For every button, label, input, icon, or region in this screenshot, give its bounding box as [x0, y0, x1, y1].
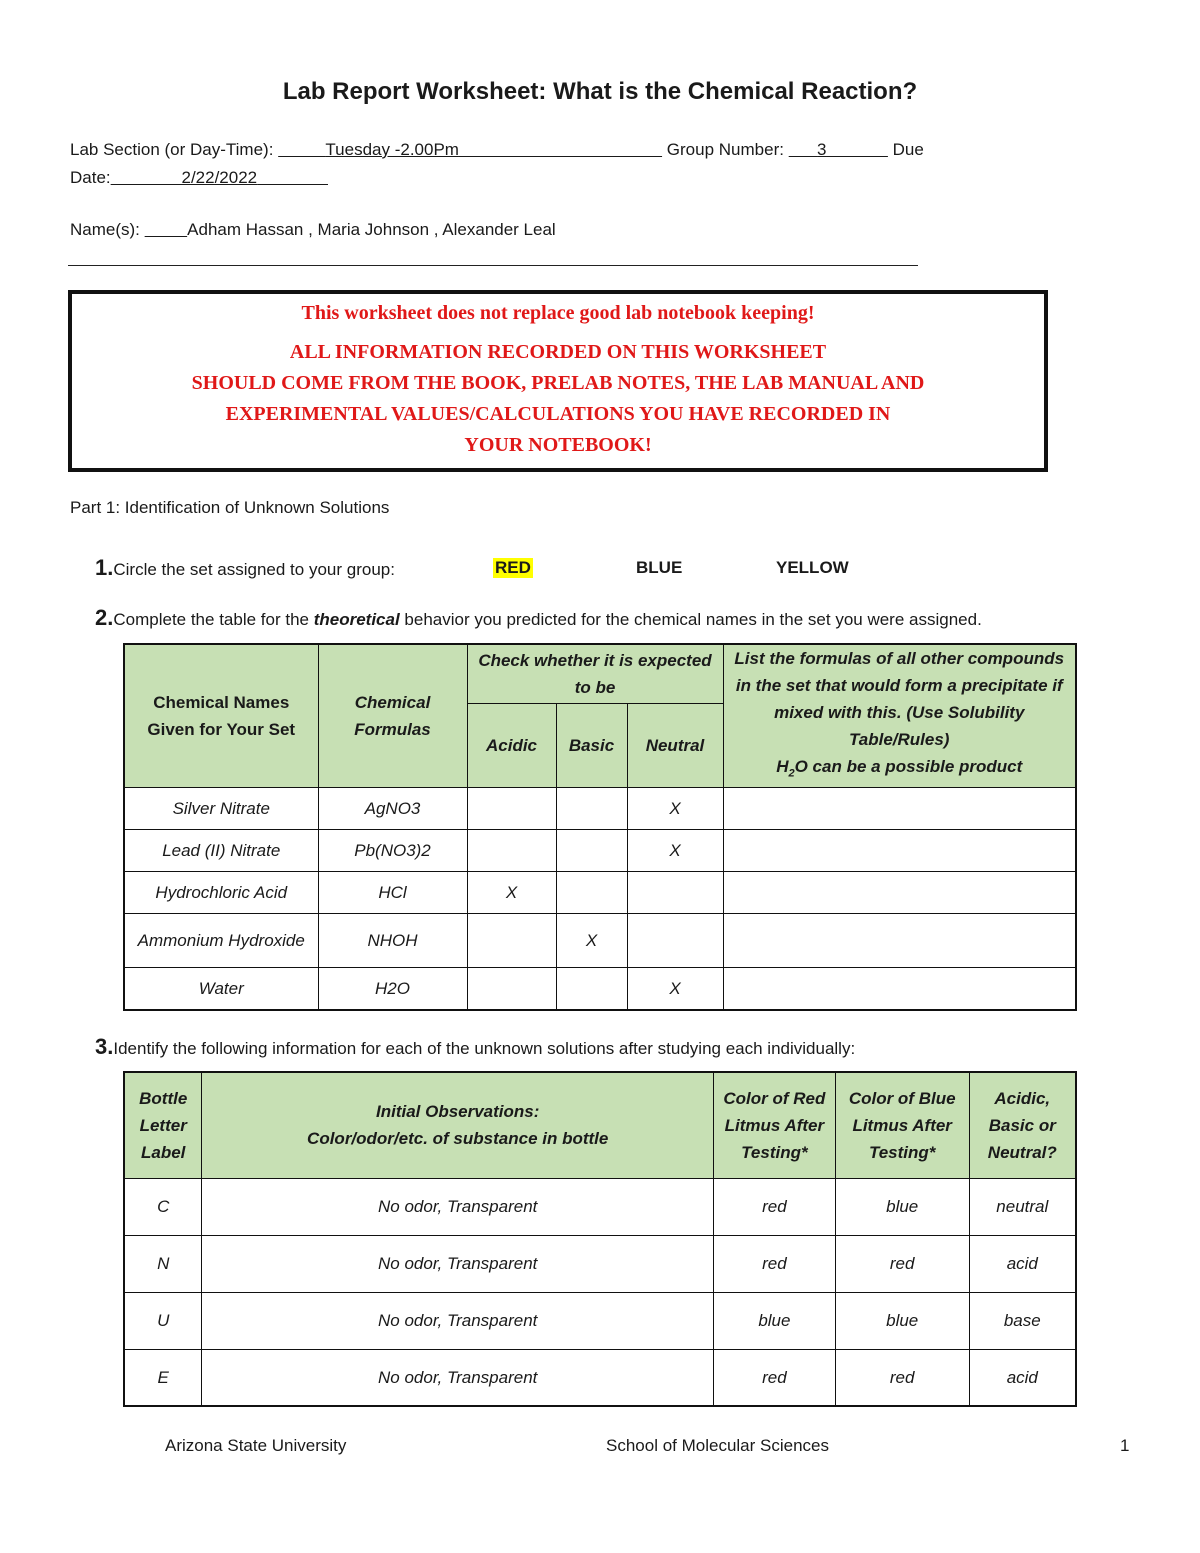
bottle-label-cell: N [124, 1235, 202, 1292]
header-obs-line-2: Color/odor/etc. of substance in bottle [307, 1129, 609, 1149]
chemical-name-cell: Hydrochloric Acid [124, 872, 318, 914]
header-basic: Basic [556, 704, 627, 788]
table-row [124, 830, 1076, 872]
header-precipitate-note-a: H [776, 757, 789, 776]
footer-university: Arizona State University [165, 1436, 347, 1455]
footer-page-number: 1 [1120, 1436, 1130, 1455]
red-litmus-cell[interactable]: blue [713, 1292, 835, 1349]
neutral-check-cell[interactable]: X [627, 788, 723, 830]
header-precipitate-note-sub: 2 [788, 767, 795, 780]
q2-text-emphasis: theoretical [313, 610, 400, 629]
q2-number: 2. [95, 605, 114, 630]
basic-check-cell[interactable] [556, 830, 627, 872]
group-number-field[interactable] [789, 140, 888, 159]
chemical-name-cell: Silver Nitrate [124, 788, 318, 830]
basic-check-cell[interactable] [556, 872, 627, 914]
theoretical-behavior-table [123, 643, 1077, 1011]
precipitate-cell[interactable] [723, 914, 1076, 968]
header-check-expected: Check whether it is expected to be [467, 644, 723, 704]
chemical-name-cell: Lead (II) Nitrate [124, 830, 318, 872]
table-row [124, 788, 1076, 830]
chemical-name-cell: Ammonium Hydroxide [124, 914, 318, 968]
header-blue-litmus: Color of Blue Litmus After Testing* [835, 1072, 969, 1178]
precipitate-cell[interactable] [723, 872, 1076, 914]
acidic-check-cell[interactable] [467, 914, 556, 968]
basic-check-cell[interactable]: X [556, 914, 627, 968]
lab-section-field[interactable] [278, 140, 662, 159]
warning-box [68, 290, 1048, 472]
header-acidic: Acidic [467, 704, 556, 788]
question-2 [95, 605, 982, 631]
table-row [124, 872, 1076, 914]
neutral-check-cell[interactable] [627, 872, 723, 914]
red-litmus-cell[interactable]: red [713, 1178, 835, 1235]
header-acid-base-neutral: Acidic, Basic or Neutral? [969, 1072, 1076, 1178]
chemical-name-cell: Water [124, 968, 318, 1010]
precipitate-cell[interactable] [723, 788, 1076, 830]
warning-line-5: YOUR NOTEBOOK! [464, 434, 652, 456]
blue-litmus-cell[interactable]: red [835, 1349, 969, 1406]
due-label: Due [892, 140, 924, 159]
classification-cell[interactable]: base [969, 1292, 1076, 1349]
formula-cell: Pb(NO3)2 [318, 830, 467, 872]
part1-heading: Part 1: Identification of Unknown Solutions [70, 498, 390, 517]
set-option-red[interactable]: RED [495, 558, 531, 577]
header-neutral: Neutral [627, 704, 723, 788]
question-1 [95, 555, 395, 581]
classification-cell[interactable]: neutral [969, 1178, 1076, 1235]
basic-check-cell[interactable] [556, 968, 627, 1010]
q1-number: 1. [95, 555, 114, 580]
header-obs-line-1: Initial Observations: [375, 1102, 540, 1122]
formula-cell: NHOH [318, 914, 467, 968]
warning-line-1: This worksheet does not replace good lab notebook keeping! [301, 302, 815, 324]
observation-cell[interactable]: No odor, Transparent [202, 1349, 714, 1406]
header-precipitate-text: List the formulas of all other compounds in the set that would form a precipitate if mixed with this. (Use Solubility Table/Rules) [734, 649, 1065, 749]
bottle-label-cell: E [124, 1349, 202, 1406]
header-red-litmus: Color of Red Litmus After Testing* [713, 1072, 835, 1178]
names-underline [68, 265, 918, 266]
table-row [124, 914, 1076, 968]
due-date-field[interactable] [111, 168, 328, 187]
table-row [124, 968, 1076, 1010]
neutral-check-cell[interactable]: X [627, 830, 723, 872]
warning-line-4: EXPERIMENTAL VALUES/CALCULATIONS YOU HAVE RECORDED IN [225, 403, 891, 425]
header-chemical-formulas: Chemical Formulas [318, 644, 467, 788]
q3-text: Identify the following information for each of the unknown solutions after studying each individually: [113, 1039, 856, 1058]
observation-cell[interactable]: No odor, Transparent [202, 1235, 714, 1292]
names-label: Name(s): [70, 220, 140, 239]
classification-cell[interactable]: acid [969, 1349, 1076, 1406]
basic-check-cell[interactable] [556, 788, 627, 830]
acidic-check-cell[interactable] [467, 968, 556, 1010]
set-option-yellow[interactable]: YELLOW [776, 558, 849, 577]
footer-school: School of Molecular Sciences [606, 1436, 830, 1455]
red-litmus-cell[interactable]: red [713, 1349, 835, 1406]
acidic-check-cell[interactable] [467, 788, 556, 830]
neutral-check-cell[interactable]: X [627, 968, 723, 1010]
blue-litmus-cell[interactable]: blue [835, 1178, 969, 1235]
names-value: Adham Hassan , Maria Johnson , Alexander Leal [187, 220, 556, 239]
table-row [124, 1349, 1076, 1406]
precipitate-cell[interactable] [723, 968, 1076, 1010]
header-initial-observations [202, 1072, 714, 1178]
red-litmus-cell[interactable]: red [713, 1235, 835, 1292]
table-row [124, 1292, 1076, 1349]
q2-text-b: behavior you predicted for the chemical names in the set you were assigned. [399, 610, 982, 629]
date-label: Date: [70, 168, 111, 187]
q2-text-a: Complete the table for the [113, 610, 314, 629]
precipitate-cell[interactable] [723, 830, 1076, 872]
acidic-check-cell[interactable]: X [467, 872, 556, 914]
classification-cell[interactable]: acid [969, 1235, 1076, 1292]
group-number-label: Group Number: [666, 140, 784, 159]
header-precipitate-note-b: O can be a possible product [794, 757, 1023, 776]
names-line [70, 220, 556, 240]
lab-section-line [70, 140, 924, 160]
set-option-blue[interactable]: BLUE [636, 558, 683, 577]
acidic-check-cell[interactable] [467, 830, 556, 872]
bottle-label-cell: U [124, 1292, 202, 1349]
table-row [124, 1178, 1076, 1235]
bottle-label-cell: C [124, 1178, 202, 1235]
group-number-value: 3 [817, 140, 827, 159]
blue-litmus-cell[interactable]: red [835, 1235, 969, 1292]
formula-cell: AgNO3 [318, 788, 467, 830]
neutral-check-cell[interactable] [627, 914, 723, 968]
question-3 [95, 1034, 855, 1060]
warning-body [72, 337, 1044, 461]
observation-cell[interactable]: No odor, Transparent [202, 1178, 714, 1235]
header-chemical-names: Chemical Names Given for Your Set [124, 644, 318, 788]
q3-number: 3. [95, 1034, 114, 1059]
lab-section-value: Tuesday -2.00Pm [325, 140, 459, 159]
page-title: Lab Report Worksheet: What is the Chemical Reaction? [282, 78, 918, 105]
formula-cell: HCl [318, 872, 467, 914]
warning-line-3: SHOULD COME FROM THE BOOK, PRELAB NOTES, THE LAB MANUAL AND [191, 372, 925, 394]
q1-text: Circle the set assigned to your group: [113, 560, 395, 579]
blue-litmus-cell[interactable]: blue [835, 1292, 969, 1349]
lab-section-label: Lab Section (or Day-Time): [70, 140, 274, 159]
names-field-lead[interactable] [145, 220, 188, 239]
table-row [124, 1235, 1076, 1292]
due-date-line [70, 168, 328, 188]
header-precipitate-list [723, 644, 1076, 788]
header-bottle-label: Bottle Letter Label [124, 1072, 202, 1178]
due-date-value: 2/22/2022 [181, 168, 258, 187]
warning-line-2: ALL INFORMATION RECORDED ON THIS WORKSHEET [289, 341, 827, 363]
observation-cell[interactable]: No odor, Transparent [202, 1292, 714, 1349]
formula-cell: H2O [318, 968, 467, 1010]
unknown-solutions-table [123, 1071, 1077, 1407]
